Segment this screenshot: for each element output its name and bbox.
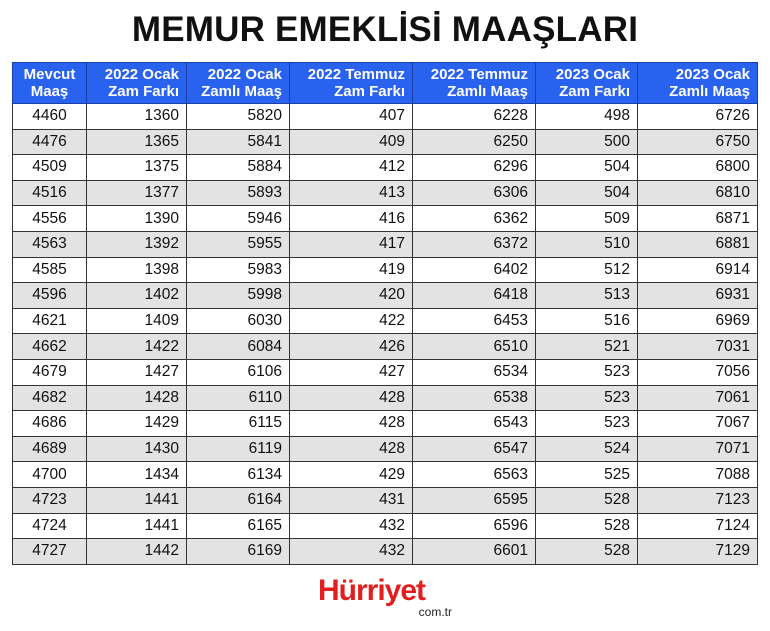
table-cell: 7031 (638, 334, 758, 360)
table-cell: 5983 (187, 257, 290, 283)
table-cell: 419 (290, 257, 413, 283)
table-cell: 4662 (13, 334, 87, 360)
table-cell: 523 (536, 411, 638, 437)
table-cell: 4596 (13, 283, 87, 309)
table-cell: 4460 (13, 104, 87, 130)
table-cell: 528 (536, 539, 638, 565)
table-cell: 523 (536, 385, 638, 411)
table-cell: 5946 (187, 206, 290, 232)
table-cell: 1442 (87, 539, 187, 565)
table-cell: 6250 (413, 129, 536, 155)
table-cell: 1398 (87, 257, 187, 283)
table-cell: 6106 (187, 359, 290, 385)
column-header-line: Zam Farkı (108, 83, 179, 100)
column-header-line: 2023 Ocak (555, 66, 630, 83)
table-row (13, 513, 758, 539)
table-cell: 6595 (413, 487, 536, 513)
table-cell: 6306 (413, 180, 536, 206)
table-row (13, 129, 758, 155)
table-cell: 6726 (638, 104, 758, 130)
table-cell: 6750 (638, 129, 758, 155)
table-cell: 412 (290, 155, 413, 181)
table-cell: 426 (290, 334, 413, 360)
table-cell: 4723 (13, 487, 87, 513)
table-cell: 427 (290, 359, 413, 385)
table-cell: 407 (290, 104, 413, 130)
table-cell: 7061 (638, 385, 758, 411)
table-cell: 1441 (87, 487, 187, 513)
table-row (13, 385, 758, 411)
table-cell: 6402 (413, 257, 536, 283)
table-cell: 504 (536, 180, 638, 206)
table-cell: 428 (290, 411, 413, 437)
column-header-line: Mevcut (23, 66, 76, 83)
table-cell: 432 (290, 539, 413, 565)
table-cell: 6362 (413, 206, 536, 232)
table-cell: 7071 (638, 436, 758, 462)
table-cell: 6119 (187, 436, 290, 462)
table-cell: 1428 (87, 385, 187, 411)
table-cell: 7067 (638, 411, 758, 437)
table-cell: 4700 (13, 462, 87, 488)
table-body (13, 104, 758, 565)
table-cell: 6563 (413, 462, 536, 488)
table-cell: 4727 (13, 539, 87, 565)
table-cell: 422 (290, 308, 413, 334)
table-row (13, 359, 758, 385)
table-row (13, 411, 758, 437)
table-cell: 6372 (413, 231, 536, 257)
table-cell: 525 (536, 462, 638, 488)
table-cell: 1390 (87, 206, 187, 232)
table-cell: 431 (290, 487, 413, 513)
table-cell: 516 (536, 308, 638, 334)
column-header-line: Zamlı Maaş (447, 83, 528, 100)
table-cell: 416 (290, 206, 413, 232)
column-header-line: 2023 Ocak (675, 66, 750, 83)
table-cell: 521 (536, 334, 638, 360)
table-cell: 4689 (13, 436, 87, 462)
column-header (536, 63, 638, 104)
table-cell: 512 (536, 257, 638, 283)
column-header (638, 63, 758, 104)
table-cell: 4724 (13, 513, 87, 539)
table-cell: 6543 (413, 411, 536, 437)
table-cell: 428 (290, 436, 413, 462)
table-row (13, 334, 758, 360)
table-cell: 6164 (187, 487, 290, 513)
column-header (290, 63, 413, 104)
table-row (13, 104, 758, 130)
table-cell: 1422 (87, 334, 187, 360)
table-cell: 5893 (187, 180, 290, 206)
column-header-line: Zamlı Maaş (669, 83, 750, 100)
table-cell: 6296 (413, 155, 536, 181)
table-row (13, 180, 758, 206)
table-cell: 5841 (187, 129, 290, 155)
table-cell: 6969 (638, 308, 758, 334)
table-cell: 6871 (638, 206, 758, 232)
table-cell: 528 (536, 487, 638, 513)
table-cell: 5955 (187, 231, 290, 257)
column-header-line: 2022 Ocak (104, 66, 179, 83)
table-cell: 6510 (413, 334, 536, 360)
table-cell: 500 (536, 129, 638, 155)
table-cell: 432 (290, 513, 413, 539)
table-cell: 498 (536, 104, 638, 130)
table-cell: 6169 (187, 539, 290, 565)
table-cell: 523 (536, 359, 638, 385)
table-row (13, 487, 758, 513)
table-row (13, 231, 758, 257)
table-cell: 6453 (413, 308, 536, 334)
table-row (13, 155, 758, 181)
table-cell: 4556 (13, 206, 87, 232)
table-cell: 6914 (638, 257, 758, 283)
table-cell: 428 (290, 385, 413, 411)
table-row (13, 283, 758, 309)
salary-table (12, 62, 758, 565)
table-cell: 6596 (413, 513, 536, 539)
table-cell: 429 (290, 462, 413, 488)
table-cell: 1365 (87, 129, 187, 155)
table-cell: 6030 (187, 308, 290, 334)
table-cell: 4585 (13, 257, 87, 283)
table-cell: 1377 (87, 180, 187, 206)
table-cell: 6110 (187, 385, 290, 411)
table-cell: 513 (536, 283, 638, 309)
column-header (187, 63, 290, 104)
table-cell: 1402 (87, 283, 187, 309)
table-cell: 7056 (638, 359, 758, 385)
column-header-line: Zamlı Maaş (201, 83, 282, 100)
hurriyet-logo (318, 574, 458, 624)
table-row (13, 462, 758, 488)
table-cell: 6228 (413, 104, 536, 130)
table-cell: 420 (290, 283, 413, 309)
table-cell: 4509 (13, 155, 87, 181)
table-cell: 510 (536, 231, 638, 257)
table-cell: 6418 (413, 283, 536, 309)
table-cell: 6931 (638, 283, 758, 309)
page-title: MEMUR EMEKLİSİ MAAŞLARI (131, 10, 639, 49)
table-cell: 7124 (638, 513, 758, 539)
column-header-line: 2022 Ocak (207, 66, 282, 83)
table-cell: 6538 (413, 385, 536, 411)
table-row (13, 436, 758, 462)
table-cell: 6134 (187, 462, 290, 488)
table-row (13, 206, 758, 232)
table-cell: 4679 (13, 359, 87, 385)
table-cell: 417 (290, 231, 413, 257)
table-cell: 4476 (13, 129, 87, 155)
table-cell: 1441 (87, 513, 187, 539)
table-cell: 6165 (187, 513, 290, 539)
table-cell: 7123 (638, 487, 758, 513)
table-cell: 5998 (187, 283, 290, 309)
table-cell: 1429 (87, 411, 187, 437)
table-cell: 4621 (13, 308, 87, 334)
table-cell: 5884 (187, 155, 290, 181)
table-cell: 524 (536, 436, 638, 462)
column-header-line: 2022 Temmuz (307, 66, 405, 83)
table-cell: 6601 (413, 539, 536, 565)
table-cell: 7088 (638, 462, 758, 488)
table-row (13, 539, 758, 565)
table-cell: 1392 (87, 231, 187, 257)
table-cell: 504 (536, 155, 638, 181)
column-header-line: Maaş (30, 83, 69, 100)
logo-brand: Hürriyet (318, 574, 426, 607)
table-row (13, 308, 758, 334)
table-cell: 4686 (13, 411, 87, 437)
table-cell: 1409 (87, 308, 187, 334)
table-row (13, 257, 758, 283)
column-header (87, 63, 187, 104)
table-cell: 509 (536, 206, 638, 232)
table-cell: 7129 (638, 539, 758, 565)
column-header-line: 2022 Temmuz (430, 66, 528, 83)
table-cell: 5820 (187, 104, 290, 130)
table-header-row (13, 63, 758, 104)
table-cell: 4516 (13, 180, 87, 206)
table-cell: 1427 (87, 359, 187, 385)
table-cell: 6534 (413, 359, 536, 385)
table-cell: 4682 (13, 385, 87, 411)
column-header (413, 63, 536, 104)
table-cell: 6547 (413, 436, 536, 462)
table-cell: 6115 (187, 411, 290, 437)
table-cell: 409 (290, 129, 413, 155)
column-header-line: Zam Farkı (334, 83, 405, 100)
table-cell: 6800 (638, 155, 758, 181)
table-cell: 6810 (638, 180, 758, 206)
table-cell: 1375 (87, 155, 187, 181)
column-header (13, 63, 87, 104)
logo-domain: com.tr (418, 605, 452, 619)
table-cell: 6881 (638, 231, 758, 257)
table-cell: 1434 (87, 462, 187, 488)
table-cell: 1360 (87, 104, 187, 130)
table-cell: 528 (536, 513, 638, 539)
column-header-line: Zam Farkı (559, 83, 630, 100)
table-cell: 6084 (187, 334, 290, 360)
table-cell: 4563 (13, 231, 87, 257)
table-cell: 1430 (87, 436, 187, 462)
table-cell: 413 (290, 180, 413, 206)
